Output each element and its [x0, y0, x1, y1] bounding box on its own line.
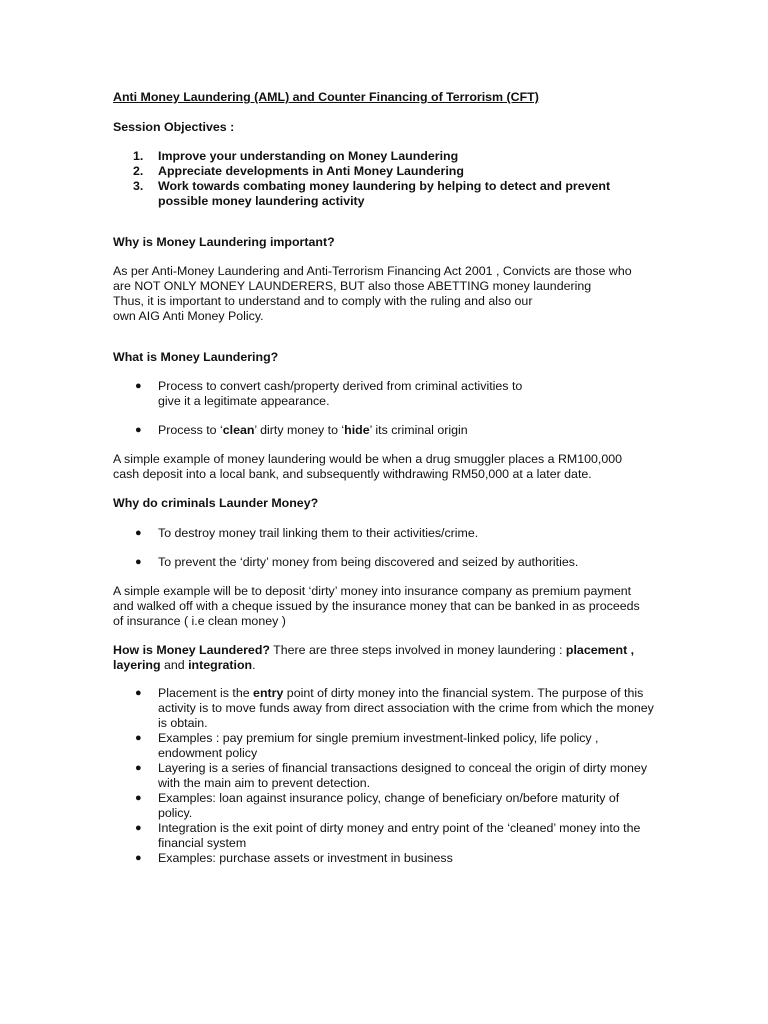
list-item-text-part: ’ its criminal origin [369, 423, 468, 437]
clean-emphasis: clean [222, 423, 255, 437]
list-item-text: Examples : pay premium for single premium investment-linked policy, life policy , endowment policy [158, 731, 599, 760]
bullet-icon: ● [135, 380, 142, 392]
what-heading: What is Money Laundering? [113, 350, 279, 364]
placement-term: placement , [565, 643, 635, 657]
why-criminals-heading: Why do criminals Launder Money? [113, 496, 319, 510]
list-item-text-part: Placement is the [158, 686, 254, 700]
objective-item [113, 179, 658, 209]
list-item [113, 851, 658, 866]
list-item-text-part: ’ dirty money to ‘ [254, 423, 345, 437]
list-item [113, 821, 658, 851]
bullet-icon: ● [135, 687, 142, 699]
list-item-text-part: Process to ‘ [158, 423, 223, 437]
bullet-icon: ● [135, 556, 142, 568]
list-item-text: Examples: loan against insurance policy, change of beneficiary on/before maturity of policy. [158, 791, 620, 820]
how-heading: How is Money Laundered? [113, 643, 270, 657]
list-item [113, 526, 658, 541]
list-item-text: Integration is the exit point of dirty money and entry point of the ‘cleaned’ money into the financial system [158, 821, 641, 850]
list-item [113, 555, 658, 570]
how-period: . [252, 658, 256, 672]
objectives-heading: Session Objectives : [113, 120, 235, 134]
list-item-text: Examples: purchase assets or investment in business [158, 851, 453, 865]
bullet-icon: ● [135, 732, 142, 744]
objective-item [113, 149, 658, 164]
why-criminals-bullets [113, 526, 658, 570]
how-and: and [160, 658, 189, 672]
bullet-icon: ● [135, 527, 142, 539]
list-item-text-part: point of dirty money into the financial system. The purpose of this activity is to move funds away from direct association with the crime from which the money is obtain. [158, 686, 654, 730]
list-item-text: Layering is a series of financial transactions designed to conceal the origin of dirty money with the main aim to prevent detection. [158, 761, 648, 790]
objective-item [113, 164, 658, 179]
list-item [113, 686, 658, 731]
integration-term: integration [188, 658, 253, 672]
important-line: Thus, it is important to understand and to comply with the ruling and also our own AIG Anti Money Policy. [113, 294, 533, 323]
document-title: Anti Money Laundering (AML) and Counter Financing of Terrorism (CFT) [113, 90, 539, 104]
how-bullets [113, 686, 658, 866]
bullet-icon: ● [135, 822, 142, 834]
important-line: are NOT ONLY MONEY LAUNDERERS, BUT also those ABETTING money laundering [113, 279, 592, 293]
bullet-icon: ● [135, 762, 142, 774]
objective-text: Work towards combating money laundering by helping to detect and prevent possible money laundering activity [158, 179, 611, 208]
objective-number: 3. [133, 179, 144, 193]
list-item [113, 761, 658, 791]
objectives-list [113, 149, 658, 209]
list-item [113, 731, 618, 761]
list-item [113, 379, 543, 409]
list-item [113, 791, 638, 821]
list-item-text: To prevent the ‘dirty’ money from being discovered and seized by authorities. [158, 555, 579, 569]
objective-text: Improve your understanding on Money Laundering [158, 149, 459, 163]
important-line: As per Anti-Money Laundering and Anti-Terrorism Financing Act 2001 , Convicts are those who [113, 264, 632, 278]
list-item-text: Process to convert cash/property derived from criminal activities to give it a legitimate appearance. [158, 379, 523, 408]
hide-emphasis: hide [344, 423, 370, 437]
why-criminals-example: A simple example will be to deposit ‘dirty’ money into insurance company as premium payment and walked off with a cheque issued by the insurance money that can be banked in as proceeds of insurance ( i.e clean money ) [113, 584, 640, 628]
entry-emphasis: entry [253, 686, 284, 700]
bullet-icon: ● [135, 792, 142, 804]
important-paragraph [113, 264, 653, 324]
bullet-icon: ● [135, 852, 142, 864]
list-item-text: To destroy money trail linking them to their activities/crime. [158, 526, 479, 540]
objective-text: Appreciate developments in Anti Money Laundering [158, 164, 464, 178]
layering-term: layering [113, 658, 161, 672]
list-item [113, 423, 658, 438]
bullet-icon: ● [135, 424, 142, 436]
important-heading: Why is Money Laundering important? [113, 235, 335, 249]
how-intro [113, 643, 648, 673]
objective-number: 2. [133, 164, 144, 178]
what-bullets [113, 379, 658, 438]
how-intro-text: There are three steps involved in money laundering : [269, 643, 566, 657]
objective-number: 1. [133, 149, 144, 163]
what-example: A simple example of money laundering would be when a drug smuggler places a RM100,000 cash deposit into a local bank, and subsequently withdrawing RM50,000 at a later date. [113, 452, 623, 481]
